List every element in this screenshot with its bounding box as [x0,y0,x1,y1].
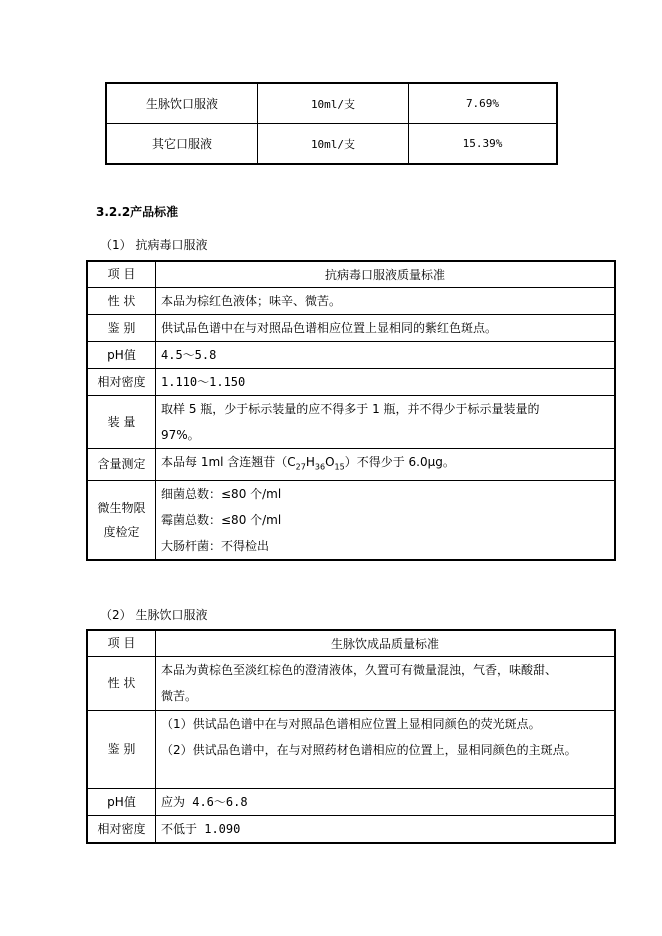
table-row [87,448,615,480]
table-header-row [87,630,615,656]
product-ratio-cell: 7.69% [409,83,558,124]
formula-element: O [325,454,335,469]
table-row [87,710,615,788]
product-ratio-table [105,82,558,165]
row-value: 本品为棕红色液体；味辛、微苦。 [156,287,616,314]
table-row [87,815,615,843]
product-name-cell: 其它口服液 [106,124,258,165]
formula-subscript: 36 [314,461,326,471]
row-label: 性 状 [87,287,156,314]
table-row [87,341,615,368]
product-name-cell: 生脉饮口服液 [106,83,258,124]
formula-subscript: 15 [334,461,345,471]
row-value: 供试品色谱中在与对照品色谱相应位置上显相同的紫红色斑点。 [156,314,616,341]
table-row [87,314,615,341]
value-line: 霉菌总数：≤80 个/ml [161,512,282,527]
row-value [156,448,616,480]
row-value [156,656,616,710]
header-standard: 抗病毒口服液质量标准 [156,261,616,287]
section-heading: 3.2.2产品标准 [96,205,179,219]
row-label: 装 量 [87,395,156,448]
table-row [87,395,615,448]
product-spec-cell: 10ml/支 [258,83,409,124]
table-row [87,368,615,395]
content-text: 本品每 1ml 含连翘苷（C [161,454,296,469]
formula-subscript: 27 [295,461,306,471]
row-label: pH值 [87,341,156,368]
table-row [87,788,615,815]
table-row [87,287,615,314]
row-label: 相对密度 [87,368,156,395]
table-row [106,83,557,124]
value-line: （2）供试品色谱中，在与对照药材色谱相应的位置上，显相同颜色的主斑点。 [161,742,577,757]
value-line: 微苦。 [161,689,198,703]
row-value: 应为 4.6～6.8 [156,788,616,815]
table-row [87,480,615,560]
value-line: 97%。 [161,427,200,442]
product-spec-cell: 10ml/支 [258,124,409,165]
subheading-shengmai: （2） 生脉饮口服液 [100,608,208,622]
row-value [156,395,616,448]
row-value: 不低于 1.090 [156,815,616,843]
label-line: 度检定 [103,524,140,539]
subheading-antiviral: （1） 抗病毒口服液 [100,238,208,252]
value-line: 大肠杆菌：不得检出 [161,538,270,553]
header-standard: 生脉饮成品质量标准 [156,630,616,656]
formula-element: H [305,454,315,469]
product-ratio-cell: 15.39% [409,124,558,165]
value-line: 取样 5 瓶，少于标示装量的应不得多于 1 瓶，并不得少于标示量装量的 [161,401,540,416]
row-value: 4.5～5.8 [156,341,616,368]
row-label: 鉴 别 [87,314,156,341]
table-row [87,656,615,710]
row-label: 相对密度 [87,815,156,843]
row-value: 1.110～1.150 [156,368,616,395]
row-value [156,480,616,560]
row-label: 鉴 别 [87,710,156,788]
header-item: 项 目 [87,630,156,656]
header-item: 项 目 [87,261,156,287]
value-line: 细菌总数：≤80 个/ml [161,486,282,501]
label-line: 微生物限 [97,500,146,515]
value-line: 本品为黄棕色至淡红棕色的澄清液体，久置可有微量混浊，气香，味酸甜、 [161,663,558,677]
table-header-row [87,261,615,287]
row-label: pH值 [87,788,156,815]
row-label [87,480,156,560]
shengmai-standard-table [86,629,616,844]
row-label: 性 状 [87,656,156,710]
row-value [156,710,616,788]
table-row [106,124,557,165]
row-label: 含量测定 [87,448,156,480]
value-line: （1）供试品色谱中在与对照品色谱相应位置上显相同颜色的荧光斑点。 [161,716,541,731]
content-text: ）不得少于 6.0μg。 [344,454,455,469]
antiviral-standard-table [86,260,616,561]
